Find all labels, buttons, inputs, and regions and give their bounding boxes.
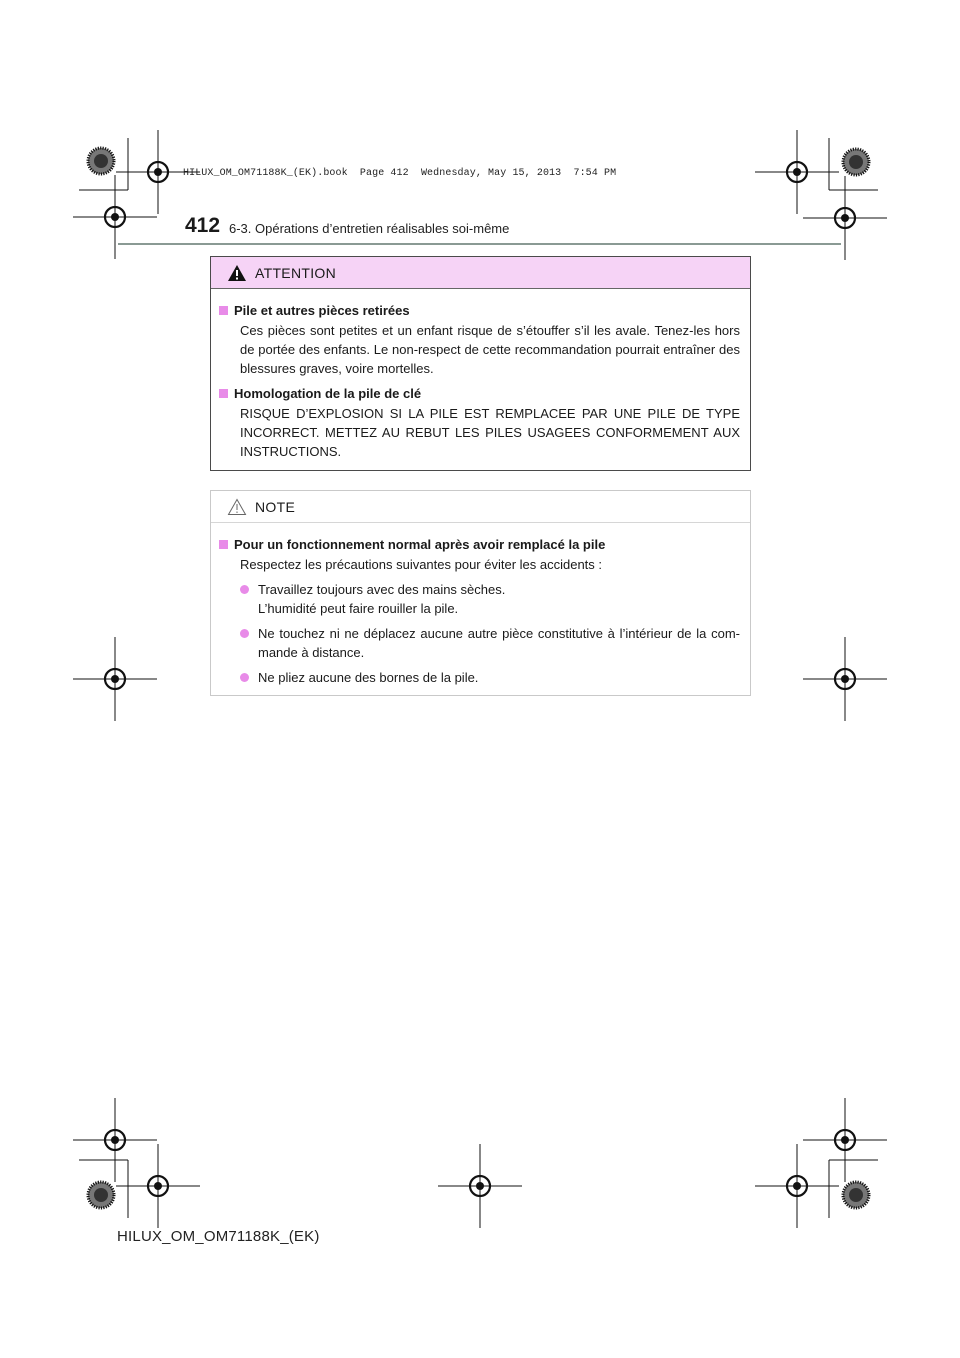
caution-outline-triangle-icon — [227, 498, 247, 516]
attention-item-heading: Pile et autres pièces retirées — [219, 301, 740, 320]
note-bullet: Travaillez toujours avec des mains sèches. L’humidité peut faire rouiller la pile. — [240, 580, 740, 618]
note-intro: Respectez les précautions suivantes pour éviter les accidents : — [240, 557, 603, 572]
round-bullet-icon — [240, 585, 249, 594]
square-bullet-icon — [219, 389, 228, 398]
attention-header — [211, 257, 750, 289]
footer-code: HILUX_OM_OM71188K_(EK) — [117, 1228, 320, 1245]
warning-triangle-icon — [227, 264, 247, 282]
attention-title: ATTENTION — [255, 264, 336, 281]
page-number: 412 — [185, 214, 221, 237]
note-heading: Pour un fonctionnement normal après avoir remplacé la pile — [219, 535, 740, 554]
square-bullet-icon — [219, 540, 228, 549]
note-title: NOTE — [255, 498, 296, 515]
note-box — [210, 490, 751, 696]
note-bullet: Ne pliez aucune des bornes de la pile. — [240, 668, 740, 687]
attention-item-text: RISQUE D’EXPLOSION SI LA PILE EST REMPLACEE PAR UNE PILE DE TYPE INCORRECT. METTEZ AU REBUT LES PILES USAGEES CONFORMEMENT AUX INSTRUCTIONS. — [240, 406, 740, 459]
header-rule — [118, 243, 841, 245]
square-bullet-icon — [219, 306, 228, 315]
attention-box — [210, 256, 751, 471]
round-bullet-icon — [240, 629, 249, 638]
book-file-line: HILUX_OM_OM71188K_(EK).book Page 412 Wednesday, May 15, 2013 7:54 PM — [183, 168, 617, 179]
note-bullet: Ne touchez ni ne déplacez aucune autre pièce constitutive à l’intérieur de la com-mande à distance. — [240, 624, 740, 662]
attention-item-heading: Homologation de la pile de clé — [219, 384, 740, 403]
attention-item-text: Ces pièces sont petites et un enfant risque de s’étouffer s’il les avale. Tenez-les hors de portée des enfants. Le non-respect de cette recommandation pourrait entraîner des blessures graves, voire mortelles. — [240, 323, 740, 376]
section-title: 6-3. Opérations d’entretien réalisables soi-même — [229, 221, 510, 236]
round-bullet-icon — [240, 673, 249, 682]
note-header — [211, 491, 750, 523]
